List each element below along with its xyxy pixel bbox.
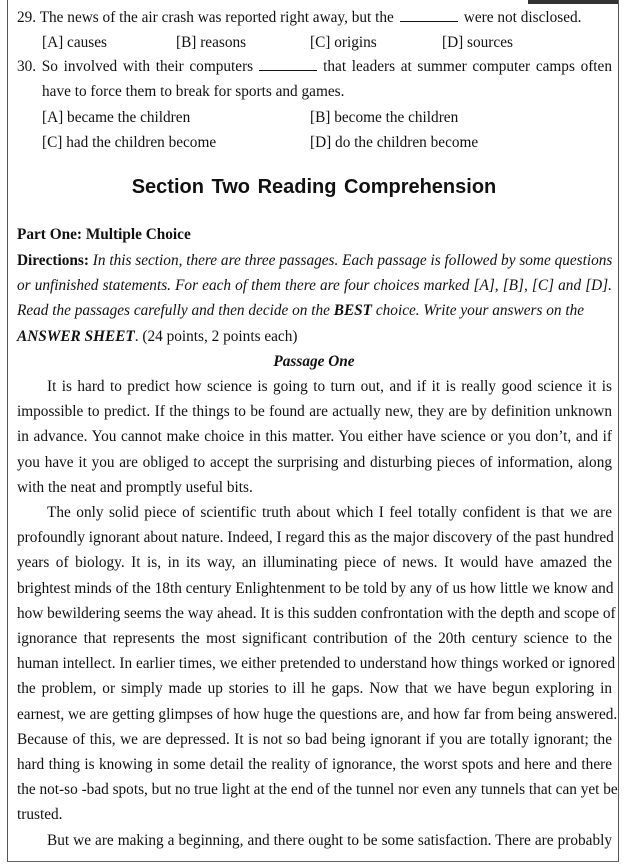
- passage-line: how bewildering seems the way ahead. It is this sudden confrontation with the depth and scope of: [17, 604, 616, 622]
- directions-label: Directions:: [17, 252, 89, 269]
- directions-line-3: [17, 302, 584, 320]
- passage-line: But we are making a beginning, and there ought to be some satisfaction. There are probably: [47, 831, 612, 849]
- passage-line: impossible to predict. If the things to be found are actually new, they are by definition unknown: [17, 403, 612, 421]
- directions-line-2: or unfinished statements. For each of them there are four choices marked [A], [B], [C] and [D].: [17, 277, 612, 294]
- question-stem-continued: have to force them to break for sports and games.: [42, 83, 345, 100]
- points-info: . (24 points, 2 points each): [134, 328, 298, 345]
- passage-line: ignorance that represents the most significant contribution of the 20th century science to the: [17, 630, 612, 647]
- passage-line: you have it you are obliged to accept the surprising and disturbing pieces of information, along: [17, 453, 612, 471]
- passage-line: the problem, or simply made up stories to ill he gaps. Now that we have begun exploring in: [17, 680, 612, 698]
- directions-text: choice. Write your answers on the: [375, 302, 585, 319]
- option-c: [C] had the children become: [42, 134, 217, 151]
- passage-line: the not-so -bad spots, but no true light at the end of the tunnel nor even any tunnels that can yet be: [17, 781, 618, 799]
- directions-text: In this section, there are three passages. Each passage is followed by some questions: [92, 252, 613, 269]
- part-title: Part One: Multiple Choice: [17, 226, 191, 243]
- section-title: Section Two Reading Comprehension: [131, 176, 497, 198]
- passage-line: Because of this, we are depressed. It is not so bad being ignorant if you are totally ignorant; the: [17, 730, 612, 748]
- exam-page: [7, 0, 619, 862]
- passage-line: years of biology. It is, in its way, an illuminating piece of news. It would have amazed the: [17, 554, 612, 572]
- passage-line: in advance. You cannot make choice in this matter. You either have science or you don’t, and if: [17, 428, 612, 446]
- scan-edge-mark: [528, 0, 618, 4]
- question-29: [17, 9, 581, 27]
- passage-line: with the neat and promptly useful bits.: [17, 478, 253, 496]
- passage-line: The only solid piece of scientific truth about which I feel totally confident is that we are: [47, 504, 612, 521]
- option-a: [A] became the children: [42, 109, 191, 126]
- question-stem-start: The news of the air crash was reported right away, but the: [39, 9, 394, 26]
- passage-line: hard thing is knowing in some detail the reality of ignorance, the worst spots and here and there: [17, 756, 612, 773]
- passage-line: It is hard to predict how science is going to turn out, and if it is really good science it is: [47, 378, 612, 395]
- answer-blank: [400, 9, 458, 22]
- directions-line-4: [17, 328, 297, 346]
- question-number: 29.: [17, 9, 37, 26]
- option-d: [D] sources: [442, 34, 513, 51]
- answer-sheet-label: ANSWER SHEET: [17, 328, 135, 345]
- directions-line-1: [17, 252, 612, 270]
- question-30: [17, 58, 612, 76]
- question-stem-end: were not disclosed.: [463, 9, 582, 26]
- option-d: [D] do the children become: [310, 134, 479, 151]
- passage-title: Passage One: [273, 353, 355, 370]
- directions-emphasis: BEST: [333, 302, 373, 319]
- passage-line: earnest, we are getting glimpses of how huge the questions are, and how far from being answered.: [17, 705, 618, 723]
- directions-text: Read the passages carefully and then decide on the: [17, 302, 330, 319]
- option-b: [B] reasons: [176, 34, 247, 51]
- question-stem-start: So involved with their computers: [41, 58, 254, 75]
- passage-line: brightest minds of the 18th century Enlightenment to be told by any of us how little we know and: [17, 579, 614, 597]
- option-c: [C] origins: [310, 34, 377, 51]
- option-a: [A] causes: [42, 34, 107, 51]
- answer-blank: [259, 58, 317, 71]
- question-stem-end: that leaders at summer computer camps often: [323, 58, 612, 75]
- passage-line: profoundly ignorant about nature. Indeed, I regard this as the major discovery of the past hundred: [17, 529, 614, 547]
- question-number: 30.: [17, 58, 37, 75]
- option-b: [B] become the children: [310, 109, 459, 126]
- passage-line: human intellect. In earlier times, we either pretended to understand how things worked or ignored: [17, 655, 616, 673]
- passage-line: trusted.: [17, 806, 63, 824]
